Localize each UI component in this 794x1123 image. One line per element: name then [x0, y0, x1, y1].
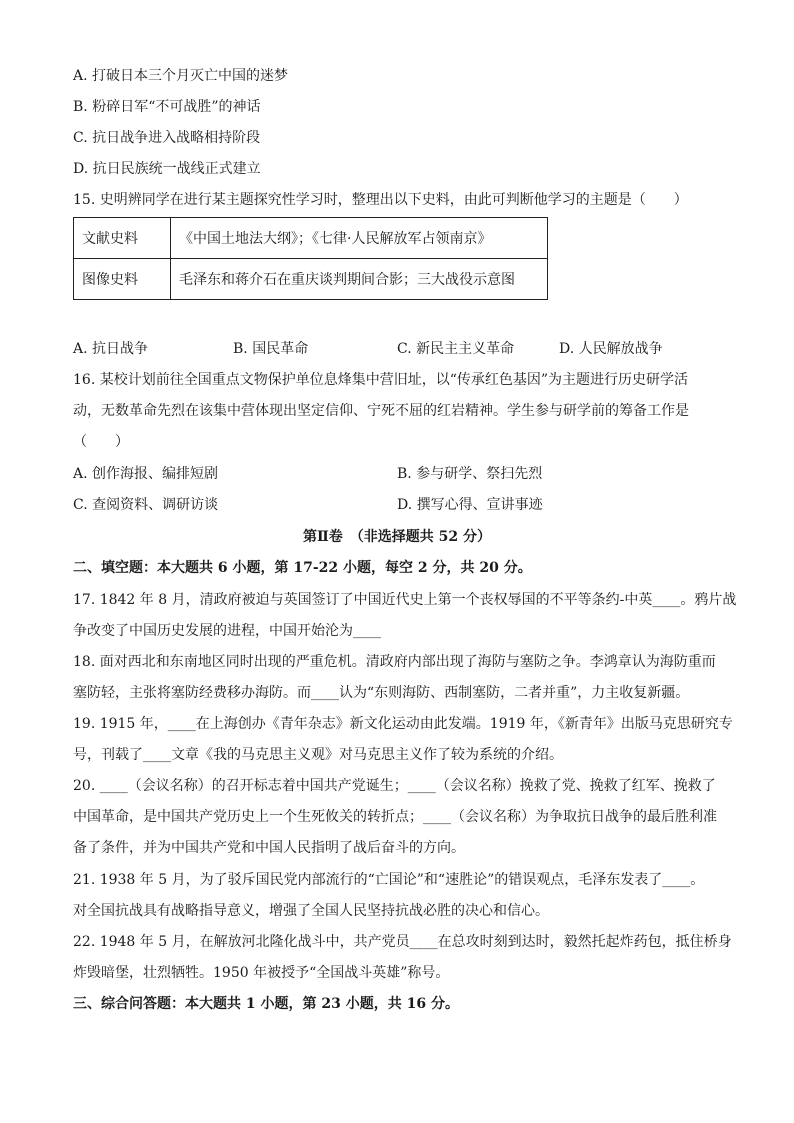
q16-option-c: C. 查阅资料、调研访谈 [73, 497, 219, 513]
part2-heading: 二、填空题：本大题共 6 小题，第 17-22 小题，每空 2 分，共 20 分。 [73, 560, 532, 576]
q16-stem-line2: 动，无数革命先烈在该集中营体现出坚定信仰、宁死不屈的红岩精神。学生参与研学前的筹备工作是 [73, 403, 689, 419]
q17-line2: 争改变了中国历史发展的进程，中国开始沦为____ [73, 623, 381, 639]
q16-stem-line3: （ ） [73, 434, 129, 450]
q16-option-a: A. 创作海报、编排短剧 [73, 466, 219, 482]
q21-line2: 对全国抗战具有战略指导意义，增强了全国人民坚持抗战必胜的决心和信心。 [73, 903, 549, 919]
q18-line1: 18. 面对西北和东南地区同时出现的严重危机。清政府内部出现了海防与塞防之争。李鸿章认为海防重而 [73, 654, 716, 670]
q19-line2: 号，刊载了____文章《我的马克思主义观》对马克思主义作了较为系统的介绍。 [73, 747, 563, 763]
table-cell-content: 《中国土地法大纲》；《七律·人民解放军占领南京》 [171, 218, 548, 259]
q17-line1: 17. 1842 年 8 月，清政府被迫与英国签订了中国近代史上第一个丧权辱国的不平等条约-中英____。鸦片战 [73, 592, 737, 608]
q15-option-a: A. 抗日战争 [73, 341, 149, 357]
q15-option-d: D. 人民解放战争 [559, 341, 663, 357]
q20-line1: 20. ____（会议名称）的召开标志着中国共产党诞生；____（会议名称）挽救了党、挽救了红军、挽救了 [73, 778, 716, 794]
q14-option-c: C. 抗日战争进入战略相持阶段 [73, 130, 261, 146]
q16-options-row1 [73, 464, 733, 484]
q14-option-b: B. 粉碎日军“不可战胜”的神话 [73, 99, 261, 115]
table-cell-content: 毛泽东和蒋介石在重庆谈判期间合影；三大战役示意图 [171, 259, 548, 300]
q16-option-b: B. 参与研学、祭扫先烈 [397, 466, 543, 482]
table-cell-label: 图像史料 [74, 259, 171, 300]
table-row [74, 218, 548, 259]
q15-stem: 15. 史明辨同学在进行某主题探究性学习时，整理出以下史料，由此可判断他学习的主题是（ ） [73, 192, 688, 208]
q16-stem-line1: 16. 某校计划前往全国重点文物保护单位息烽集中营旧址，以“传承红色基因”为主题进行历史研学活 [73, 372, 689, 388]
q14-option-d: D. 抗日民族统一战线正式建立 [73, 161, 261, 177]
q20-line2: 中国革命，是中国共产党历史上一个生死攸关的转折点；____（会议名称）为争取抗日战争的最后胜利准 [73, 809, 717, 825]
q15-options [73, 339, 733, 359]
q14-option-a: A. 打破日本三个月灭亡中国的迷梦 [73, 68, 289, 84]
section-title: 第Ⅱ卷 （非选择题共 52 分） [302, 529, 492, 545]
q21-line1: 21. 1938 年 5 月，为了驳斥国民党内部流行的“亡国论”和“速胜论”的错误观点，毛泽东发表了____。 [73, 872, 705, 888]
q16-options-row2 [73, 495, 733, 515]
q16-option-d: D. 撰写心得、宣讲事迹 [397, 497, 543, 513]
q15-source-table [73, 217, 548, 300]
table-row [74, 259, 548, 300]
q18-line2: 塞防轻，主张将塞防经费移办海防。而____认为“东则海防、西制塞防，二者并重”，力主收复新疆。 [73, 685, 690, 701]
part3-heading: 三、综合问答题：本大题共 1 小题，第 23 小题，共 16 分。 [73, 996, 459, 1012]
q20-line3: 备了条件，并为中国共产党和中国人民指明了战后奋斗的方向。 [73, 840, 465, 856]
q15-option-b: B. 国民革命 [233, 341, 309, 357]
q15-option-c: C. 新民主主义革命 [397, 341, 515, 357]
q22-line1: 22. 1948 年 5 月，在解放河北隆化战斗中，共产党员____在总攻时刻到达时，毅然托起炸药包，抵住桥身 [73, 934, 732, 950]
table-cell-label: 文献史料 [74, 218, 171, 259]
q22-line2: 炸毁暗堡，壮烈牺牲。1950 年被授予“全国战斗英雄”称号。 [73, 965, 450, 981]
q19-line1: 19. 1915 年，____在上海创办《青年杂志》新文化运动由此发端。1919 年，《新青年》出版马克思研究专 [73, 716, 733, 732]
